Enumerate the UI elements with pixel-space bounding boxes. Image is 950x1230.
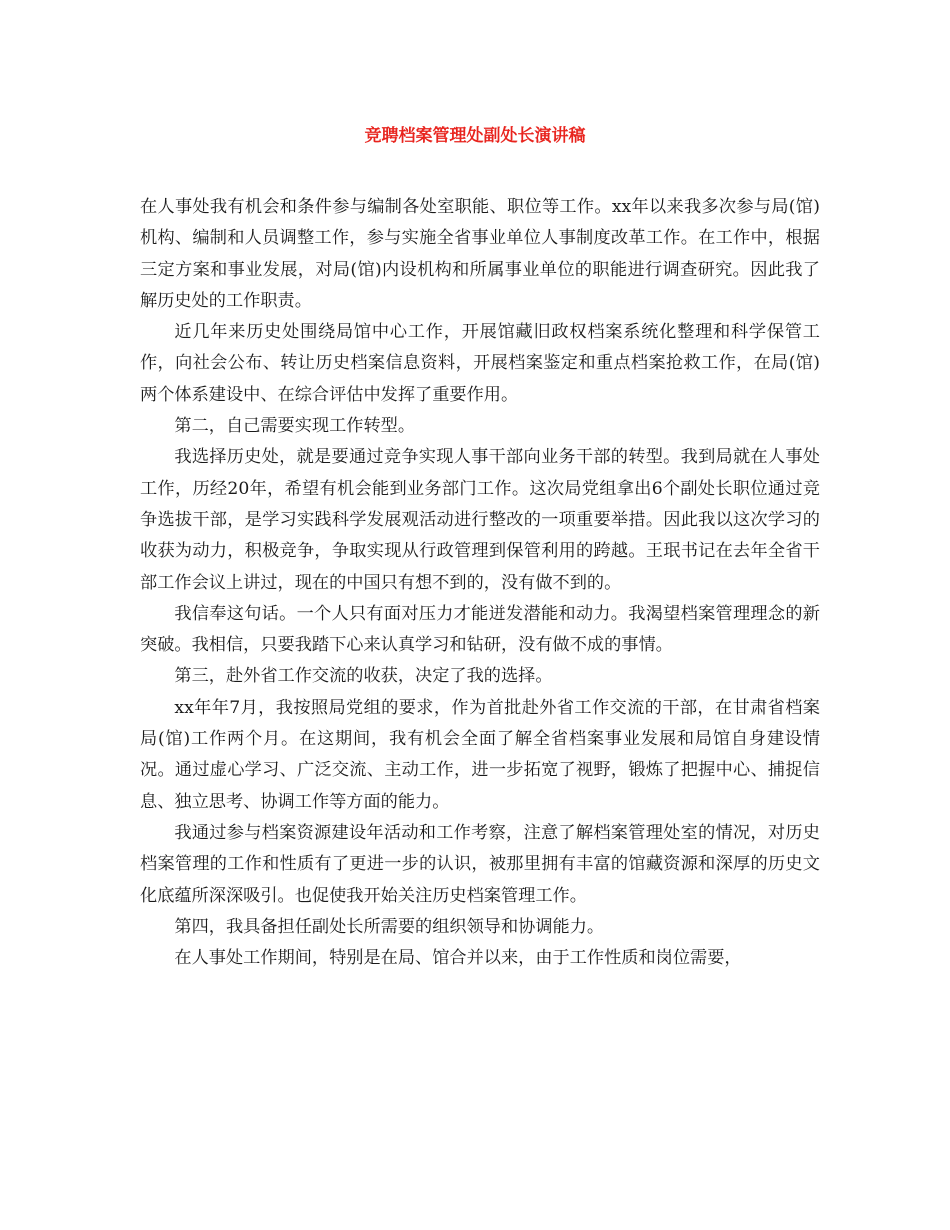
paragraph: 我选择历史处，就是要通过竞争实现人事干部向业务干部的转型。我到局就在人事处工作，历经20年，希望有机会能到业务部门工作。这次局党组拿出6个副处长职位通过竞争选拔干部，是学习实践科学发展观活动进行整改的一项重要举措。因此我以这次学习的收获为动力，积极竞争，争取实现从行政管理到保管利用的跨越。王珉书记在去年全省干部工作会议上讲过，现在的中国只有想不到的，没有做不到的。: [140, 447, 820, 593]
document-body: [140, 192, 820, 974]
paragraph: 我信奉这句话。一个人只有面对压力才能迸发潜能和动力。我渴望档案管理理念的新突破。我相信，只要我踏下心来认真学习和钻研，没有做不成的事情。: [140, 603, 820, 656]
paragraph: 近几年来历史处围绕局馆中心工作，开展馆藏旧政权档案系统化整理和科学保管工作，向社会公布、转让历史档案信息资料，开展档案鉴定和重点档案抢救工作，在局(馆)两个体系建设中、在综合评估中发挥了重要作用。: [140, 322, 820, 405]
paragraph: xx年年7月，我按照局党组的要求，作为首批赴外省工作交流的干部，在甘肃省档案局(馆)工作两个月。在这期间，我有机会全面了解全省档案事业发展和局馆自身建设情况。通过虚心学习、广泛交流、主动工作，进一步拓宽了视野，锻炼了把握中心、捕捉信息、独立思考、协调工作等方面的能力。: [140, 697, 820, 812]
paragraph: 第四，我具备担任副处长所需要的组织领导和协调能力。: [174, 916, 605, 937]
paragraph: 第二，自己需要实现工作转型。: [174, 416, 416, 437]
paragraph: 在人事处工作期间，特别是在局、馆合并以来，由于工作性质和岗位需要，: [174, 948, 742, 969]
paragraph: 我通过参与档案资源建设年活动和工作考察，注意了解档案管理处室的情况，对历史档案管理的工作和性质有了更进一步的认识，被那里拥有丰富的馆藏资源和深厚的历史文化底蕴所深深吸引。也促使我开始关注历史档案管理工作。: [140, 822, 820, 906]
document-title: 竞聘档案管理处副处长演讲稿: [364, 126, 586, 146]
paragraph: 第三，赴外省工作交流的收获，决定了我的选择。: [174, 666, 553, 687]
paragraph: 在人事处我有机会和条件参与编制各处室职能、职位等工作。xx年以来我多次参与局(馆)机构、编制和人员调整工作，参与实施全省事业单位人事制度改革工作。在工作中，根据三定方案和事业发展，对局(馆)内设机构和所属事业单位的职能进行调查研究。因此我了解历史处的工作职责。: [140, 197, 820, 311]
